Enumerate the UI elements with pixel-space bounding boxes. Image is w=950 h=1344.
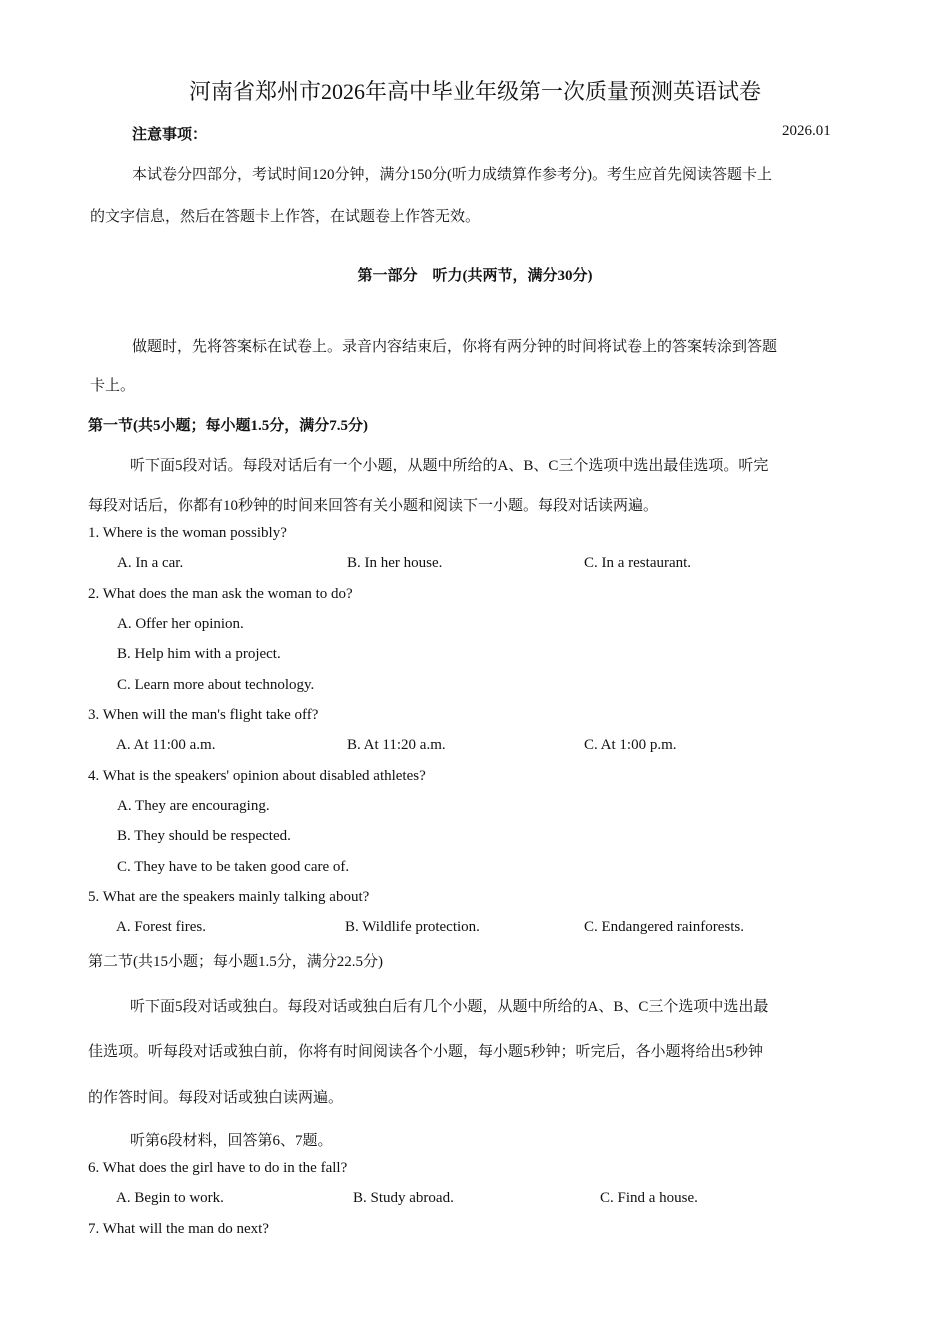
section1-instruction-1: 听下面5段对话。每段对话后有一个小题，从题中所给的A、B、C三个选项中选出最佳选项。听完 (130, 458, 769, 474)
notice-label: 注意事项： (132, 127, 208, 143)
q6-option-a: A. Begin to work. (116, 1190, 224, 1206)
q1-option-a: A. In a car. (117, 555, 184, 571)
q1-option-c: C. In a restaurant. (584, 555, 692, 571)
section1-heading: 第一节(共5小题；每小题1.5分，满分7.5分) (88, 418, 368, 434)
intro-line-2: 的文字信息，然后在答题卡上作答，在试题卷上作答无效。 (90, 209, 481, 225)
question-2: 2. What does the man ask the woman to do? (88, 586, 353, 602)
section2-instruction-3: 的作答时间。每段对话或独白读两遍。 (88, 1090, 344, 1106)
part1-instruction-2: 卡上。 (90, 378, 136, 394)
section2-instruction-2: 佳选项。听每段对话或独白前，你将有时间阅读各个小题，每小题5秒钟；听完后，各小题将给出5秒钟 (88, 1044, 764, 1060)
q1-option-b: B. In her house. (347, 555, 443, 571)
q4-option-a: A. They are encouraging. (117, 798, 270, 814)
section2-heading: 第二节(共15小题；每小题1.5分，满分22.5分) (88, 954, 383, 970)
q2-option-c: C. Learn more about technology. (117, 677, 315, 693)
q6-option-c: C. Find a house. (600, 1190, 698, 1206)
part1-heading: 第一部分 听力(共两节，满分30分) (357, 268, 593, 284)
section2-instruction-1: 听下面5段对话或独白。每段对话或独白后有几个小题，从题中所给的A、B、C三个选项中选出最 (130, 999, 769, 1015)
q5-option-c: C. Endangered rainforests. (584, 919, 744, 935)
section1-instruction-2: 每段对话后，你都有10秒钟的时间来回答有关小题和阅读下一小题。每段对话读两遍。 (88, 498, 659, 514)
intro-line-1: 本试卷分四部分，考试时间120分钟，满分150分(听力成绩算作参考分)。考生应首先阅读答题卡上 (132, 167, 772, 183)
q4-option-b: B. They should be respected. (117, 828, 291, 844)
q2-option-b: B. Help him with a project. (117, 646, 281, 662)
question-1: 1. Where is the woman possibly? (88, 525, 287, 541)
q2-option-a: A. Offer her opinion. (117, 616, 244, 632)
question-6: 6. What does the girl have to do in the fall? (88, 1160, 348, 1176)
exam-date: 2026.01 (782, 123, 831, 139)
q4-option-c: C. They have to be taken good care of. (117, 859, 350, 875)
exam-title: 河南省郑州市2026年高中毕业年级第一次质量预测英语试卷 (188, 79, 761, 104)
q3-option-a: A. At 11:00 a.m. (116, 737, 216, 753)
q3-option-c: C. At 1:00 p.m. (584, 737, 677, 753)
q3-option-b: B. At 11:20 a.m. (347, 737, 446, 753)
question-7: 7. What will the man do next? (88, 1221, 269, 1237)
q5-option-b: B. Wildlife protection. (345, 919, 480, 935)
material-6-instruction: 听第6段材料，回答第6、7题。 (130, 1133, 333, 1149)
question-4: 4. What is the speakers' opinion about disabled athletes? (88, 768, 426, 784)
q5-option-a: A. Forest fires. (116, 919, 206, 935)
question-3: 3. When will the man's flight take off? (88, 707, 319, 723)
part1-instruction-1: 做题时，先将答案标在试卷上。录音内容结束后，你将有两分钟的时间将试卷上的答案转涂到答题 (132, 339, 778, 355)
q6-option-b: B. Study abroad. (353, 1190, 454, 1206)
question-5: 5. What are the speakers mainly talking about? (88, 889, 370, 905)
